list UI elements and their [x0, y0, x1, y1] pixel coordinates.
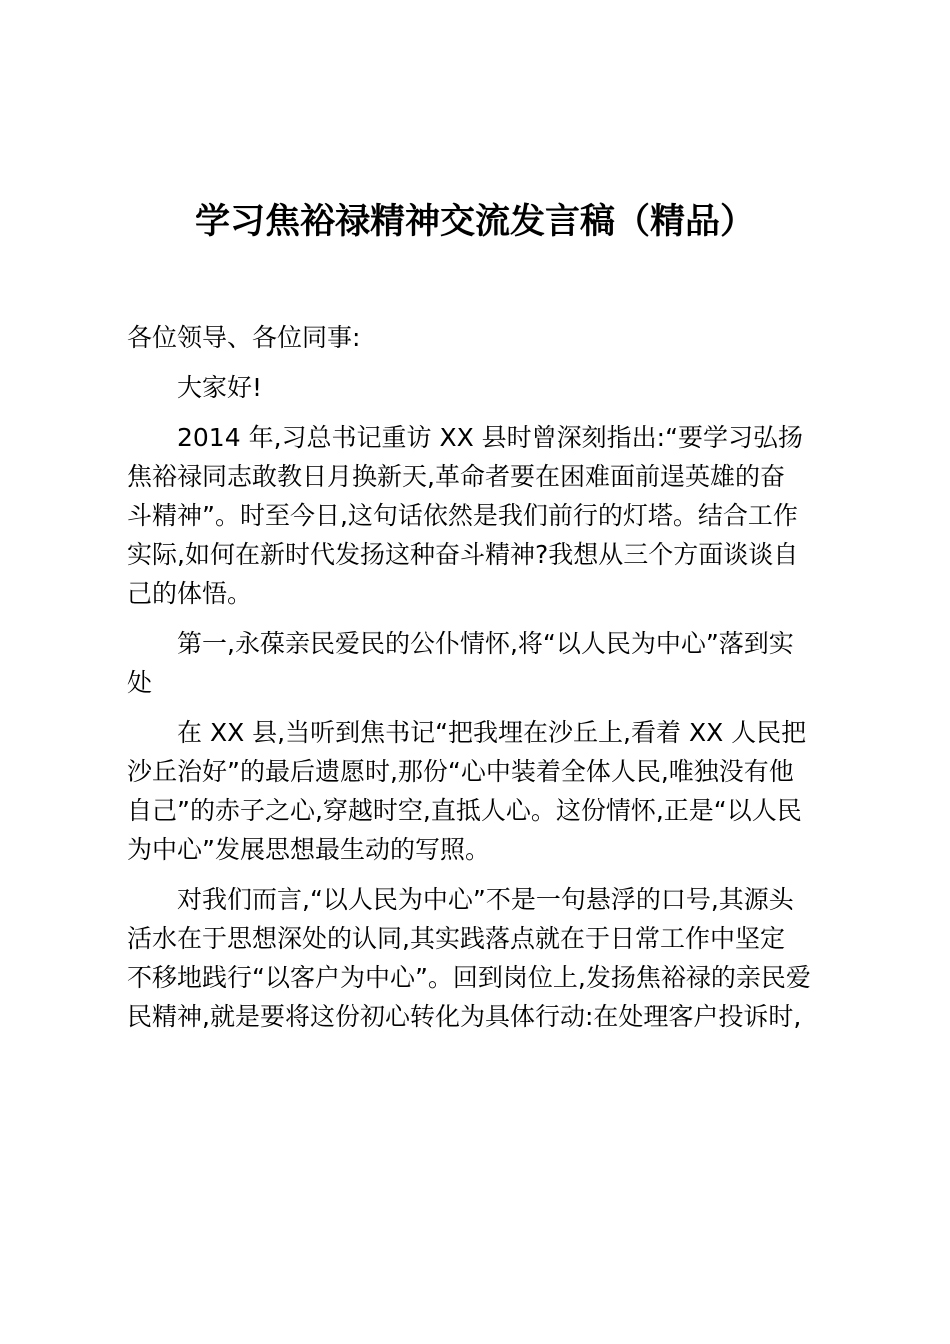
paragraph-body: 在 XX 县,当听到焦书记“把我埋在沙丘上,看着 XX 人民把 沙丘治好”的最后遗愿时,那份“心中装着全体人民,唯独没有他 自己”的赤子之心,穿越时空,直抵人心。这份情怀,正是“以人民 为中心”发展思想最生动的写照。 — [127, 718, 807, 864]
paragraph-section-heading: 第一,永葆亲民爱民的公仆情怀,将“以人民为中心”落到实 处 — [127, 629, 794, 697]
document-body — [127, 318, 819, 1047]
salutation: 各位领导、各位同事: — [127, 323, 361, 352]
paragraph-intro: 2014 年,习总书记重访 XX 县时曾深刻指出:“要学习弘扬 焦裕禄同志敢教日月换新天,革命者要在困难面前逞英雄的奋 斗精神”。时至今日,这句话依然是我们前行的灯塔。结合工作 实际,如何在新时代发扬这种奋斗精神?我想从三个方面谈谈自 己的体悟。 — [127, 423, 804, 608]
paragraph-body: 对我们而言,“以人民为中心”不是一句悬浮的口号,其源头 活水在于思想深处的认同,其实践落点就在于日常工作中坚定 不移地践行“以客户为中心”。回到岗位上,发扬焦裕禄的亲民爱 民精神,就是要将这份初心转化为具体行动:在处理客户投诉时, — [127, 885, 811, 1031]
greeting: 大家好! — [177, 373, 263, 402]
document-title: 学习焦裕禄精神交流发言稿（精品） — [194, 202, 755, 242]
